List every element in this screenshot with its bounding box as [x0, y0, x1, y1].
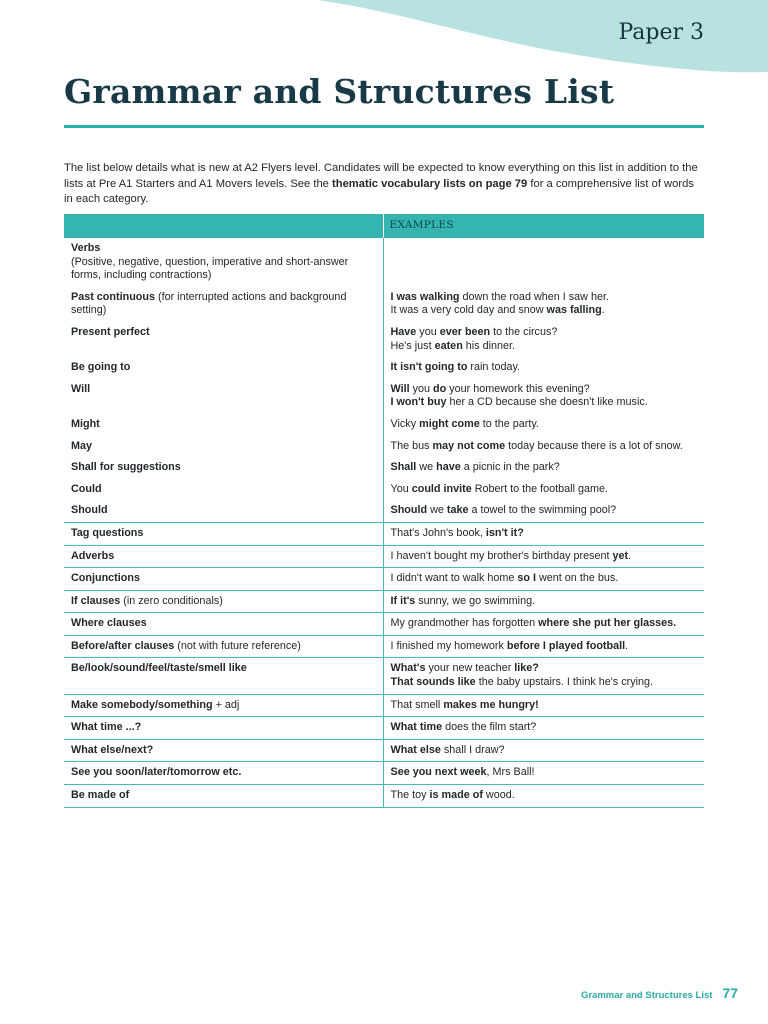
example-text: the baby upstairs. I think he's crying. [475, 676, 654, 689]
table-row [64, 357, 704, 379]
example-text: I won't buy [390, 396, 447, 409]
table-row [64, 717, 704, 740]
structure-cell [64, 414, 383, 436]
example-cell [383, 522, 704, 545]
example-text: Will [390, 382, 410, 395]
table-row [64, 590, 704, 613]
structure-text: (in zero conditionals) [120, 594, 223, 607]
example-text: before I played football [506, 639, 626, 652]
example-cell [383, 613, 704, 636]
example-text: shall I draw? [440, 743, 505, 756]
table-row [64, 545, 704, 568]
example-line [391, 789, 698, 803]
example-text: down the road when I saw her. [459, 290, 609, 303]
example-text: isn't it? [485, 526, 524, 539]
table-row [64, 436, 704, 458]
intro-text: The list below details what is new at A2 Flyers level. Candidates will be expected to know everything on this list in addition to the lists at Pre A1 Starters and A1 Movers levels. See the [64, 162, 698, 190]
structure-line [71, 291, 376, 318]
example-text: That sounds like [390, 676, 476, 689]
intro-text: for a comprehensive list of words in each category. [64, 177, 694, 206]
structure-line [71, 766, 376, 780]
example-line [391, 617, 698, 631]
structure-column-header [64, 214, 383, 238]
example-cell [383, 658, 704, 694]
example-text: I was walking [390, 290, 460, 303]
structure-text: Past continuous [71, 290, 155, 303]
structure-cell [64, 436, 383, 458]
example-text: we [427, 504, 447, 517]
table-row [64, 739, 704, 762]
example-text: Have [390, 325, 417, 338]
example-text: do [433, 382, 447, 395]
example-text: makes me hungry! [443, 698, 539, 711]
table-body [64, 238, 704, 807]
example-text: her a CD because she doesn't like music. [446, 396, 648, 409]
example-line [391, 461, 698, 475]
structure-line [71, 504, 376, 518]
structure-line [71, 461, 376, 475]
example-cell [383, 500, 704, 522]
table-header-row [64, 214, 704, 238]
example-cell [383, 379, 704, 414]
table-row [64, 635, 704, 658]
example-cell [383, 545, 704, 568]
structure-line [71, 440, 376, 454]
page-number: 77 [722, 985, 738, 1001]
example-text: could invite [411, 482, 472, 495]
example-text: is made of [429, 789, 483, 802]
example-text: we [416, 461, 437, 474]
example-text: rain today. [467, 361, 521, 374]
structure-cell [64, 379, 383, 414]
structure-cell [64, 785, 383, 808]
example-text: See you next week [390, 766, 487, 779]
table-row [64, 500, 704, 522]
example-line [391, 527, 698, 541]
structure-text: (Positive, negative, question, imperative and short-answer forms, including contractions) [71, 255, 349, 282]
table-row [64, 522, 704, 545]
example-text: , Mrs Ball! [486, 766, 535, 779]
structure-text: Before/after clauses [71, 639, 175, 652]
example-text: your homework this evening? [446, 382, 590, 395]
example-text: It was a very cold day and snow [390, 304, 547, 317]
intro-paragraph [64, 161, 704, 208]
structure-cell [64, 457, 383, 479]
structure-text: Be made of [71, 789, 130, 802]
intro-link-text: thematic vocabulary lists on page 79 [332, 177, 528, 190]
table-row [64, 568, 704, 591]
example-text: where she put her glasses. [538, 617, 677, 630]
structure-cell [64, 762, 383, 785]
structure-line [71, 256, 376, 283]
example-cell [383, 357, 704, 379]
example-line [391, 483, 698, 497]
example-text: Robert to the football game. [471, 482, 608, 495]
structure-line [71, 242, 376, 256]
example-line [391, 504, 698, 518]
example-text: so I [517, 572, 536, 585]
example-line [391, 340, 698, 354]
structure-line [71, 572, 376, 586]
example-text: The bus [390, 439, 433, 452]
example-text: eaten [434, 339, 463, 352]
example-line [391, 361, 698, 375]
structure-cell [64, 635, 383, 658]
example-text: your new teacher [425, 662, 515, 675]
example-text: may not come [432, 439, 506, 452]
structure-cell [64, 717, 383, 740]
example-cell [383, 635, 704, 658]
example-text: I finished my homework [390, 639, 507, 652]
example-text: went on the bus. [536, 572, 619, 585]
example-cell [383, 762, 704, 785]
example-cell [383, 694, 704, 717]
example-text: take [446, 504, 469, 517]
example-text: . [601, 304, 605, 317]
structure-text: Might [71, 417, 100, 430]
structure-cell [64, 522, 383, 545]
example-text: to the party. [479, 417, 539, 430]
structure-text: Present perfect [71, 325, 150, 338]
example-line [391, 640, 698, 654]
example-text: . [625, 639, 629, 652]
example-line [391, 572, 698, 586]
structure-line [71, 550, 376, 564]
example-line [391, 326, 698, 340]
example-text: sunny, we go swimming. [415, 594, 536, 607]
table-row [64, 322, 704, 357]
example-text: might come [419, 417, 480, 430]
structure-text: + adj [212, 698, 240, 711]
structure-line [71, 744, 376, 758]
structure-line [71, 418, 376, 432]
example-text: My grandmother has forgotten [390, 617, 539, 630]
structure-cell [64, 322, 383, 357]
example-cell [383, 568, 704, 591]
example-text: does the film start? [442, 721, 537, 734]
table-row [64, 457, 704, 479]
table-row [64, 613, 704, 636]
example-cell [383, 238, 704, 287]
structure-line [71, 595, 376, 609]
page-title: Grammar and Structures List [64, 72, 615, 111]
example-line [391, 595, 698, 609]
structure-line [71, 617, 376, 631]
table-row [64, 785, 704, 808]
example-cell [383, 717, 704, 740]
table-row [64, 238, 704, 287]
example-text: like? [514, 662, 539, 675]
example-text: I haven't bought my brother's birthday present [390, 549, 613, 562]
example-line [391, 662, 698, 676]
structure-text: Conjunctions [71, 572, 140, 585]
structure-text: See you soon/later/tomorrow etc. [71, 766, 242, 779]
example-text: was falling [546, 304, 602, 317]
example-text: yet [612, 549, 629, 562]
table-row [64, 287, 704, 322]
structure-text: What time ...? [71, 721, 142, 734]
grammar-table [64, 214, 704, 808]
example-cell [383, 414, 704, 436]
structure-cell [64, 739, 383, 762]
example-line [391, 766, 698, 780]
table-row [64, 379, 704, 414]
example-text: What's [390, 662, 426, 675]
title-divider [64, 125, 704, 128]
example-line [391, 676, 698, 690]
table-row [64, 694, 704, 717]
structure-text: Will [71, 382, 91, 395]
example-text: If it's [390, 594, 416, 607]
structure-line [71, 483, 376, 497]
example-cell [383, 457, 704, 479]
structure-text: Be going to [71, 361, 131, 374]
example-text: have [436, 461, 461, 474]
example-text: That smell [390, 698, 444, 711]
structure-cell [64, 613, 383, 636]
example-line [391, 396, 698, 410]
structure-line [71, 662, 376, 676]
paper-label: Paper 3 [618, 20, 704, 45]
table-row [64, 414, 704, 436]
example-line [391, 699, 698, 713]
structure-line [71, 383, 376, 397]
example-text: to the circus? [490, 325, 558, 338]
example-text: The toy [390, 789, 430, 802]
structure-line [71, 721, 376, 735]
structure-text: (not with future reference) [174, 639, 301, 652]
example-text: Vicky [390, 417, 420, 430]
example-text: It isn't going to [390, 361, 468, 374]
structure-line [71, 699, 376, 713]
example-line [391, 550, 698, 564]
structure-text: Tag questions [71, 526, 144, 539]
example-line [391, 304, 698, 318]
structure-line [71, 789, 376, 803]
structure-cell [64, 357, 383, 379]
structure-cell [64, 568, 383, 591]
example-cell [383, 590, 704, 613]
example-line [391, 291, 698, 305]
example-text: That's John's book, [390, 526, 486, 539]
example-line [391, 418, 698, 432]
example-text: a picnic in the park? [460, 461, 560, 474]
example-text: What time [390, 721, 443, 734]
structure-text: If clauses [71, 594, 121, 607]
examples-column-header: EXAMPLES [383, 214, 704, 238]
example-text: I didn't want to walk home [390, 572, 518, 585]
example-line [391, 744, 698, 758]
structure-cell [64, 590, 383, 613]
example-cell [383, 322, 704, 357]
example-line [391, 383, 698, 397]
structure-text: Adverbs [71, 549, 115, 562]
example-cell [383, 287, 704, 322]
table-row [64, 479, 704, 501]
table-row [64, 658, 704, 694]
example-line [391, 440, 698, 454]
structure-text: Make somebody/something [71, 698, 213, 711]
example-text: today because there is a lot of snow. [505, 439, 683, 452]
structure-line [71, 640, 376, 654]
example-cell [383, 739, 704, 762]
example-text: Shall [390, 461, 417, 474]
example-text: his dinner. [462, 339, 516, 352]
example-text: a towel to the swimming pool? [468, 504, 617, 517]
example-text: What else [390, 743, 441, 756]
structure-cell [64, 238, 383, 287]
structure-cell [64, 694, 383, 717]
example-text: ever been [439, 325, 491, 338]
structure-text: Shall for suggestions [71, 461, 181, 474]
structure-line [71, 361, 376, 375]
example-cell [383, 785, 704, 808]
structure-cell [64, 500, 383, 522]
structure-text: May [71, 439, 93, 452]
example-text: . [628, 549, 632, 562]
footer-title: Grammar and Structures List [580, 990, 713, 1001]
example-text: you [409, 382, 434, 395]
structure-cell [64, 545, 383, 568]
example-text: Should [390, 504, 428, 517]
structure-text: Could [71, 482, 102, 495]
example-text: you [416, 325, 440, 338]
structure-text: (for interrupted actions and background setting) [71, 290, 347, 317]
structure-line [71, 326, 376, 340]
structure-text: Be/look/sound/feel/taste/smell like [71, 662, 247, 675]
table-row [64, 762, 704, 785]
example-cell [383, 436, 704, 458]
structure-text: Where clauses [71, 617, 147, 630]
structure-cell [64, 287, 383, 322]
structure-text: Verbs [71, 242, 101, 254]
example-line [391, 721, 698, 735]
example-cell [383, 479, 704, 501]
example-text: You [390, 482, 412, 495]
structure-text: Should [71, 504, 108, 517]
structure-text: What else/next? [71, 743, 154, 756]
example-text: wood. [482, 789, 515, 802]
structure-line [71, 527, 376, 541]
structure-cell [64, 479, 383, 501]
structure-cell [64, 658, 383, 694]
page-footer [581, 985, 738, 1001]
example-text: He's just [390, 339, 435, 352]
